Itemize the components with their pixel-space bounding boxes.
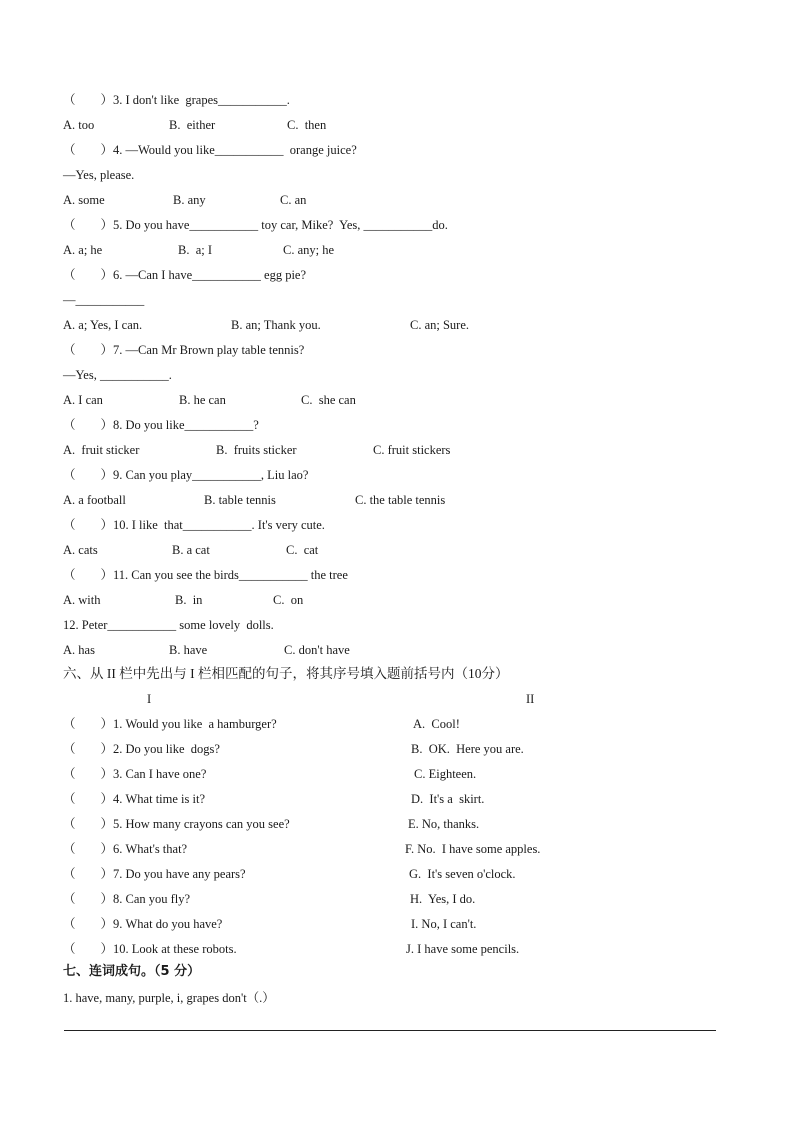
question-response: —___________ bbox=[63, 293, 145, 307]
reorder-question-1: 1. have, many, purple, i, grapes don't（.） bbox=[63, 991, 275, 1005]
matching-question: （ ）4. What time is it? bbox=[63, 792, 205, 806]
answer-option[interactable]: A. has bbox=[63, 643, 95, 657]
column-i-header: I bbox=[147, 692, 152, 706]
answer-option[interactable]: B. he can bbox=[179, 393, 226, 407]
answer-option[interactable]: C. then bbox=[287, 118, 327, 132]
section-seven-title: 七、连词成句。（5 分） bbox=[63, 964, 201, 979]
matching-answer: D. It's a skirt. bbox=[411, 792, 485, 806]
answer-option[interactable]: B. either bbox=[169, 118, 216, 132]
section-six-title: 六、从 II 栏中先出与 I 栏相匹配的句子，将其序号填入题前括号内（10分） bbox=[63, 666, 509, 681]
matching-question: （ ）8. Can you fly? bbox=[63, 892, 191, 906]
answer-option[interactable]: C. she can bbox=[301, 393, 356, 407]
answer-option[interactable]: C. cat bbox=[286, 543, 319, 557]
answer-option[interactable]: B. fruits sticker bbox=[216, 443, 297, 457]
matching-question: （ ）2. Do you like dogs? bbox=[63, 742, 220, 756]
matching-answer: I. No, I can't. bbox=[411, 917, 477, 931]
answer-option[interactable]: C. an bbox=[280, 193, 307, 207]
answer-option[interactable]: A. with bbox=[63, 593, 101, 607]
answer-option[interactable]: A. some bbox=[63, 193, 105, 207]
answer-option[interactable]: A. a football bbox=[63, 493, 126, 507]
answer-option[interactable]: C. the table tennis bbox=[355, 493, 446, 507]
answer-line[interactable] bbox=[64, 1030, 716, 1031]
matching-question: （ ）10. Look at these robots. bbox=[63, 942, 237, 956]
answer-option[interactable]: B. in bbox=[175, 593, 203, 607]
question-stem: （ ）9. Can you play___________, Liu lao? bbox=[63, 468, 309, 482]
matching-question: （ ）6. What's that? bbox=[63, 842, 188, 856]
matching-question: （ ）7. Do you have any pears? bbox=[63, 867, 246, 881]
question-stem: （ ）10. I like that___________. It's very cute. bbox=[63, 518, 325, 532]
matching-answer: H. Yes, I do. bbox=[410, 892, 476, 906]
question-stem: （ ）11. Can you see the birds___________ the tree bbox=[63, 568, 348, 582]
answer-option[interactable]: A. I can bbox=[63, 393, 103, 407]
matching-answer: J. I have some pencils. bbox=[406, 942, 520, 956]
answer-option[interactable]: A. a; Yes, I can. bbox=[63, 318, 143, 332]
matching-question: （ ）1. Would you like a hamburger? bbox=[63, 717, 277, 731]
column-ii-header: II bbox=[526, 692, 535, 706]
answer-option[interactable]: A. a; he bbox=[63, 243, 103, 257]
answer-option[interactable]: A. too bbox=[63, 118, 95, 132]
matching-question: （ ）9. What do you have? bbox=[63, 917, 223, 931]
answer-option[interactable]: C. fruit stickers bbox=[373, 443, 451, 457]
matching-question: （ ）5. How many crayons can you see? bbox=[63, 817, 290, 831]
question-response: —Yes, please. bbox=[63, 168, 135, 182]
matching-answer: G. It's seven o'clock. bbox=[409, 867, 516, 881]
question-stem: （ ）6. —Can I have___________ egg pie? bbox=[63, 268, 307, 282]
matching-answer: B. OK. Here you are. bbox=[411, 742, 524, 756]
matching-answer: C. Eighteen. bbox=[414, 767, 477, 781]
matching-answer: A. Cool! bbox=[413, 717, 460, 731]
answer-option[interactable]: B. an; Thank you. bbox=[231, 318, 321, 332]
answer-option[interactable]: A. cats bbox=[63, 543, 98, 557]
answer-option[interactable]: C. don't have bbox=[284, 643, 350, 657]
matching-answer: F. No. I have some apples. bbox=[405, 842, 541, 856]
question-stem: 12. Peter___________ some lovely dolls. bbox=[63, 618, 274, 632]
answer-option[interactable]: B. a cat bbox=[172, 543, 210, 557]
answer-option[interactable]: B. a; I bbox=[178, 243, 213, 257]
question-stem: （ ）4. —Would you like___________ orange juice? bbox=[63, 143, 357, 157]
matching-question: （ ）3. Can I have one? bbox=[63, 767, 207, 781]
question-response: —Yes, ___________. bbox=[63, 368, 172, 382]
question-stem: （ ）7. —Can Mr Brown play table tennis? bbox=[63, 343, 305, 357]
answer-option[interactable]: C. on bbox=[273, 593, 304, 607]
answer-option[interactable]: A. fruit sticker bbox=[63, 443, 140, 457]
answer-option[interactable]: C. any; he bbox=[283, 243, 335, 257]
question-stem: （ ）5. Do you have___________ toy car, Mike? Yes, ___________do. bbox=[63, 218, 448, 232]
question-stem: （ ）3. I don't like grapes___________. bbox=[63, 93, 290, 107]
question-stem: （ ）8. Do you like___________? bbox=[63, 418, 259, 432]
matching-answer: E. No, thanks. bbox=[408, 817, 480, 831]
answer-option[interactable]: B. table tennis bbox=[204, 493, 276, 507]
answer-option[interactable]: C. an; Sure. bbox=[410, 318, 470, 332]
answer-option[interactable]: B. have bbox=[169, 643, 208, 657]
answer-option[interactable]: B. any bbox=[173, 193, 206, 207]
